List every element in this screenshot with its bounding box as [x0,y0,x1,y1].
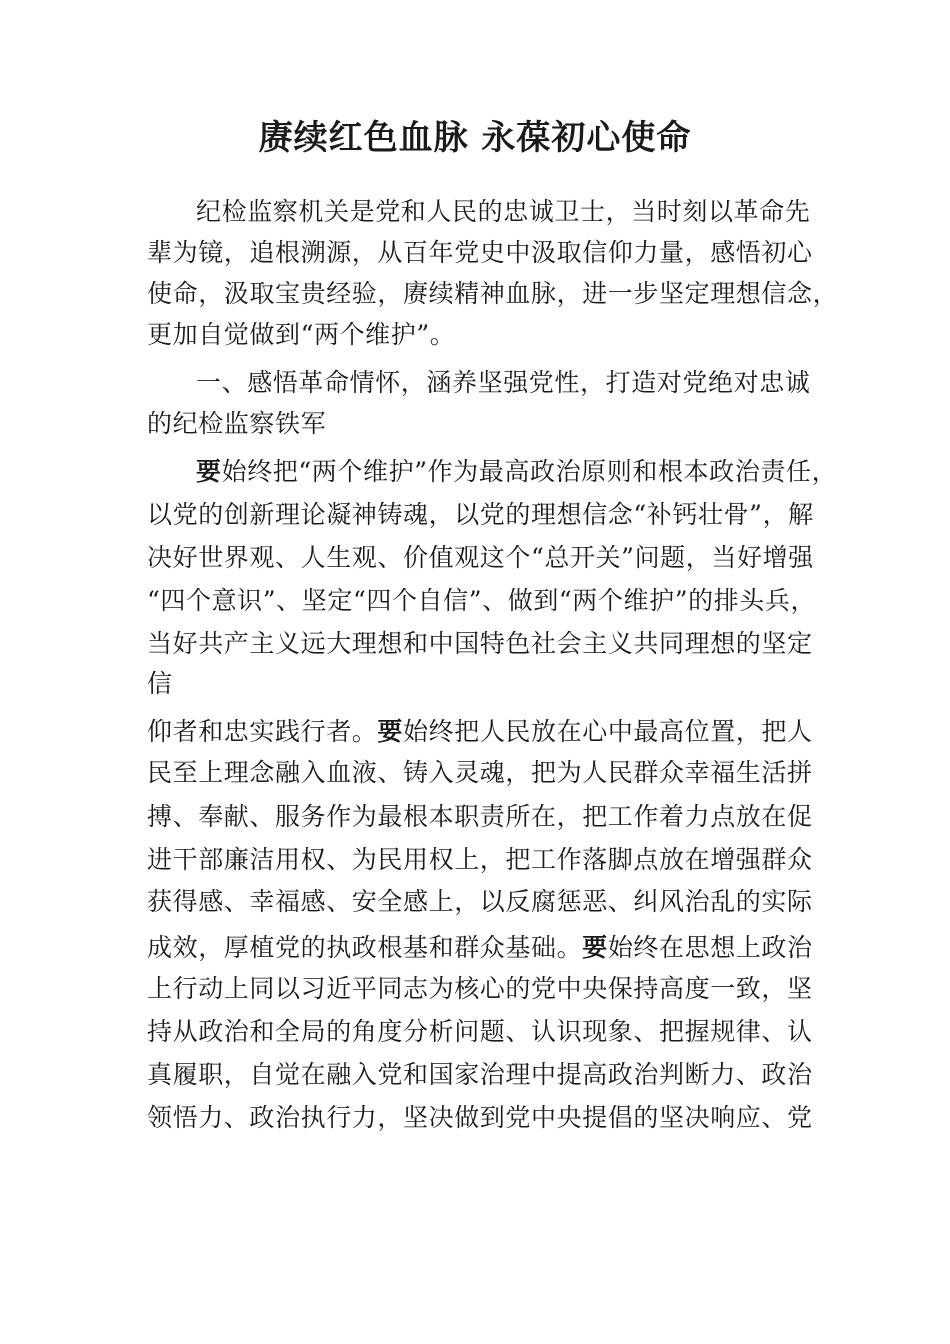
text-line: 搏、奉献、服务作为最根本职责所在，把工作着力点放在促 [147,802,813,831]
keyword-yao: 要 [196,457,222,486]
text-line: 真履职，自觉在融入党和国家治理中提高政治判断力、政治 [147,1060,813,1089]
text-line: 使命，汲取宝贵经验，赓续精神血脉，进一步坚定理想信念， [147,279,839,308]
text-line: 纪检监察机关是党和人民的忠诚卫士，当时刻以革命先 [196,197,811,226]
keyword-yao: 要 [377,717,404,746]
text-line: 进干部廉洁用权、为民用权上，把工作落脚点放在增强群众 [147,845,813,874]
text-segment: 始终在思想上政治 [607,933,813,962]
text-line [147,928,813,968]
section-heading-line: 一、感悟革命情怀，涵养坚强党性，打造对党绝对忠诚 [196,368,811,397]
text-line: 决好世界观、人生观、价值观这个“总开关”问题，当好增强 [147,543,814,572]
text-segment: 成效，厚植党的执政根基和群众基础。 [147,933,583,962]
text-line [147,712,813,752]
text-line [196,452,837,492]
text-line: 以党的创新理论凝神铸魂，以党的理想信念“补钙壮骨”，解 [147,500,814,529]
text-segment: 始终把人民放在心中最高位置，把人 [403,717,813,746]
section-heading-line: 的纪检监察铁军 [147,409,327,438]
document-title: 赓续红色血脉 永葆初心使命 [258,118,692,158]
text-line: 信 [147,669,173,698]
text-segment: 仰者和忠实践行者。 [147,717,378,746]
text-line: 持从政治和全局的角度分析问题、认识现象、把握规律、认 [147,1017,813,1046]
text-line: “四个意识”、坚定“四个自信”、做到“两个维护”的排头兵， [147,586,817,615]
text-line: 民至上理念融入血液、铸入灵魂，把为人民群众幸福生活拼 [147,758,813,787]
text-segment: 始终把“两个维护”作为最高政治原则和根本政治责任， [221,457,838,486]
text-line: 更加自觉做到“两个维护”。 [147,320,456,349]
text-line: 获得感、幸福感、安全感上，以反腐惩恶、纠风治乱的实际 [147,887,813,916]
text-line: 辈为镜，追根溯源，从百年党史中汲取信仰力量，感悟初心 [147,238,813,267]
text-line: 上行动上同以习近平同志为核心的党中央保持高度一致，坚 [147,974,813,1003]
keyword-yao: 要 [582,933,608,962]
text-line: 领悟力、政治执行力，坚决做到党中央提倡的坚决响应、党 [147,1103,813,1132]
text-line: 当好共产主义远大理想和中国特色社会主义共同理想的坚定 [147,629,813,658]
